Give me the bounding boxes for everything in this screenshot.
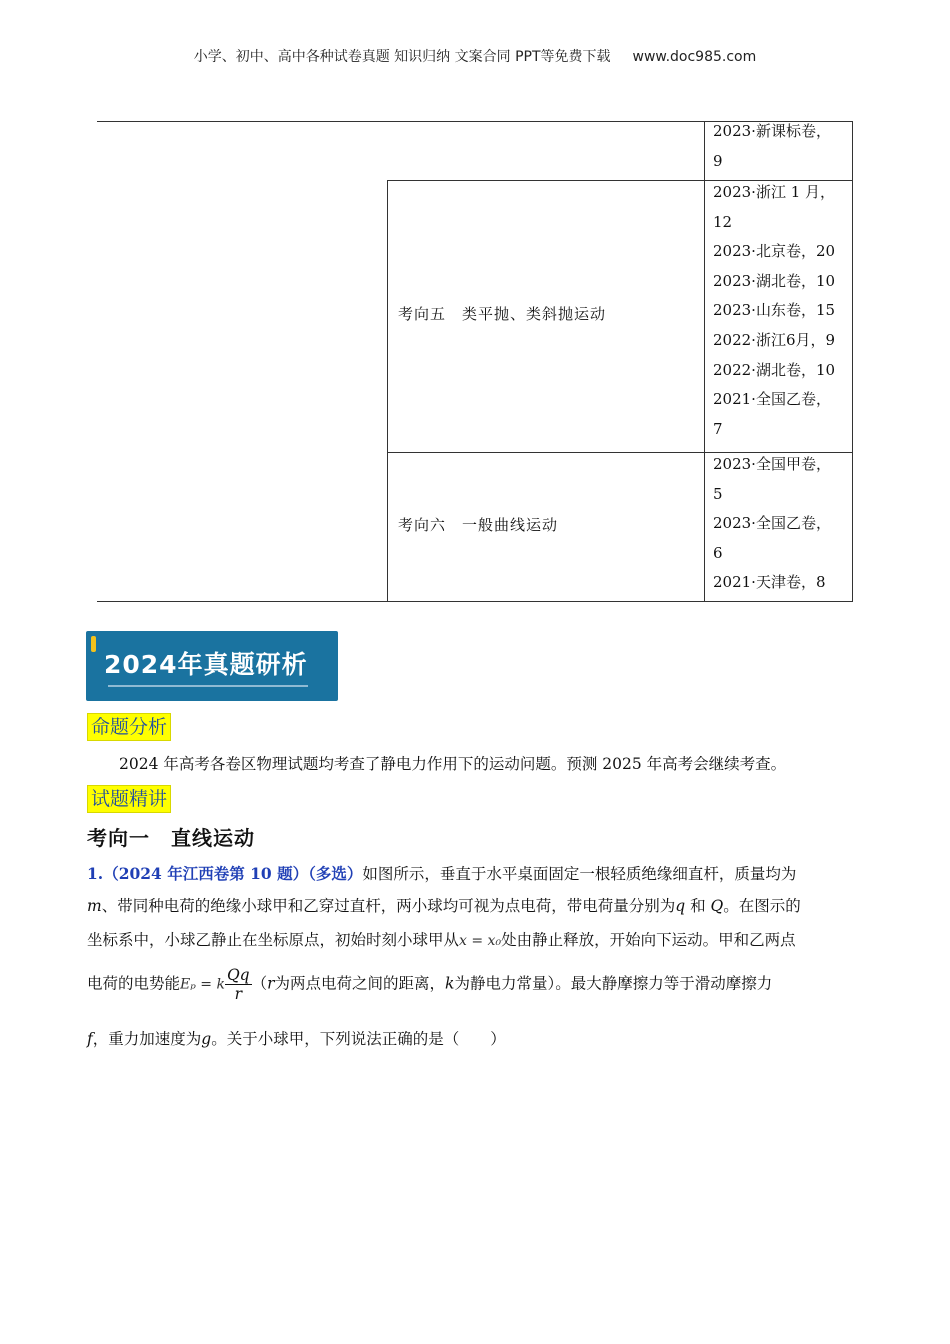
equation-ep: Eₚ = k <box>180 976 225 993</box>
fraction-numerator: Qq <box>226 966 250 984</box>
banner-tab-decoration <box>91 636 96 652</box>
page-header <box>0 46 950 66</box>
source-item: 2023·湖北卷，10 <box>713 271 836 290</box>
header-text: 小学、初中、高中各种试卷真题 知识归纳 文案合同 PPT等免费下载 <box>193 49 611 65</box>
question-text: 电荷的电势能 <box>87 974 181 993</box>
question-number: 1. <box>87 864 104 883</box>
question-line-4 <box>87 966 857 1003</box>
exam-table <box>97 121 853 602</box>
var-r: r <box>267 974 275 993</box>
question-text: 和 <box>685 897 711 915</box>
analysis-text: 2024 年高考各卷区物理试题均考查了静电力作用下的运动问题。预测 2025 年高考会继续考查。 <box>119 755 787 773</box>
source-item: 2021·天津卷，8 <box>713 573 826 592</box>
source-item: 2023·全国甲卷， <box>713 455 831 473</box>
question-text: 。关于小球甲，下列说法正确的是（ ） <box>211 1030 506 1048</box>
question-line-5 <box>87 1027 857 1049</box>
section-title: 考向一 直线运动 <box>87 826 255 850</box>
fraction-qq-over-r <box>225 966 252 1003</box>
section-banner <box>86 631 338 701</box>
var-Q: Q <box>710 897 724 915</box>
question-text: 为两点电荷之间的距离， <box>274 974 446 993</box>
equation-x0: x = x₀ <box>459 933 502 949</box>
question-text: 处由静止释放，开始向下运动。甲和乙两点 <box>501 931 796 949</box>
source-item: 2022·浙江6月，9 <box>713 330 836 349</box>
source-item: 5 <box>713 484 723 503</box>
var-f: f <box>87 1030 93 1048</box>
source-item: 6 <box>713 543 723 562</box>
question-line-1 <box>87 862 857 884</box>
source-item: 2021·全国乙卷， <box>713 390 831 409</box>
source-item: 12 <box>713 212 733 231</box>
banner-title: 2024年真题研析 <box>104 650 308 679</box>
var-q: q <box>675 897 686 915</box>
var-m: m <box>87 897 102 915</box>
source-item: 9 <box>713 151 723 170</box>
question-text: （ <box>251 974 268 993</box>
row3-label: 考向六 一般曲线运动 <box>398 516 559 534</box>
row3-sources <box>713 450 831 598</box>
practice-tag: 试题精讲 <box>87 785 171 813</box>
question-line-3 <box>87 928 857 950</box>
analysis-tag: 命题分析 <box>87 713 171 741</box>
header-url[interactable]: www.doc985.com <box>632 49 757 65</box>
question-text: 为静电力常量）。最大静摩擦力等于滑动摩擦力 <box>454 974 773 993</box>
question-text: 。在图示的 <box>723 897 801 915</box>
source-item: 2023·全国乙卷， <box>713 514 831 533</box>
row1-sources <box>713 117 831 176</box>
row2-label: 考向五 类平抛、类斜抛运动 <box>398 305 607 323</box>
source-item: 2022·湖北卷，10 <box>713 360 836 379</box>
question-source: （2024 年江西卷第 10 题） <box>103 864 309 883</box>
source-item: 2023·浙江 1 月， <box>713 183 836 201</box>
source-item: 7 <box>713 419 723 438</box>
question-line-2 <box>87 894 857 916</box>
row2-sources <box>713 178 835 444</box>
question-text: 、带同种电荷的绝缘小球甲和乙穿过直杆，两小球均可视为点电荷，带电荷量分别为 <box>101 897 676 915</box>
banner-underline <box>108 685 308 687</box>
source-item: 2023·山东卷，15 <box>713 301 836 320</box>
question-text: ，重力加速度为 <box>92 1030 202 1048</box>
question-text: 如图所示，垂直于水平桌面固定一根轻质绝缘细直杆，质量均为 <box>362 865 797 883</box>
var-g: g <box>201 1030 212 1048</box>
fraction-denominator: r <box>234 985 242 1003</box>
source-item: 2023·北京卷，20 <box>713 242 836 261</box>
source-item: 2023·新课标卷， <box>713 122 831 140</box>
question-text: 坐标系中，小球乙静止在坐标原点，初始时刻小球甲从 <box>87 931 460 949</box>
question-type: （多选） <box>308 864 363 883</box>
var-k: k <box>445 974 455 993</box>
